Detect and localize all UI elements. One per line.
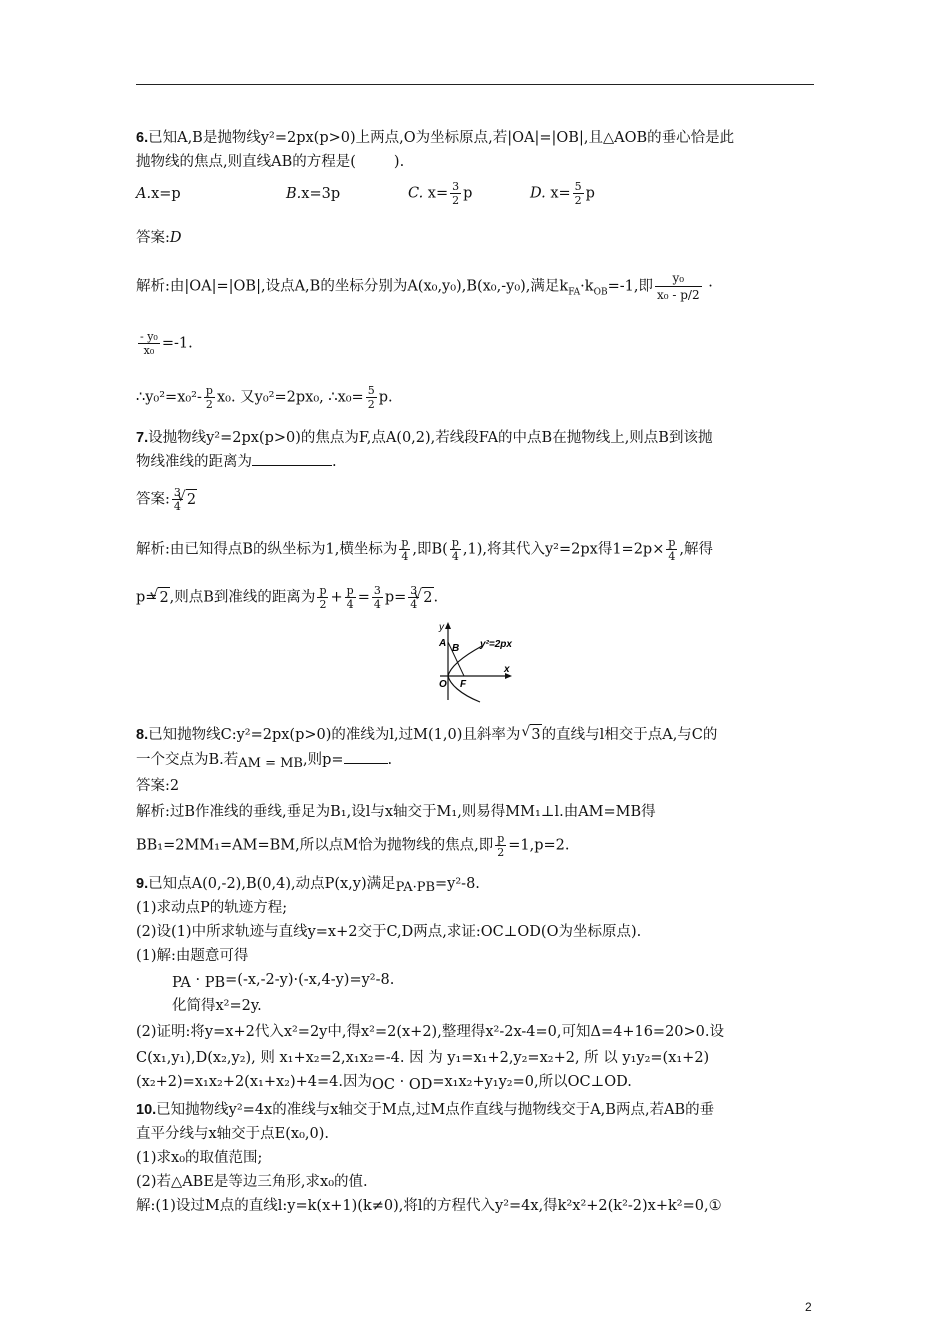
fig-label-curve: y²=2px — [480, 639, 512, 650]
parabola-figure — [430, 620, 520, 705]
q10-line2: 直平分线与x轴交于点E(x₀,0). — [136, 1126, 330, 1142]
q6-line2: 抛物线的焦点,则直线AB的方程是( ). — [136, 154, 405, 170]
q6-option-a: A.x=p — [136, 186, 181, 202]
q9-part2: (2)设(1)中所求轨迹与直线y=x+2交于C,D两点,求证:OC⊥OD(O为坐标原点). — [136, 924, 642, 940]
fig-label-b: B — [452, 643, 460, 654]
q6-line1: 6.已知A,B是抛物线y²=2px(p>0)上两点,O为坐标原点,若|OA|=|OB|,且△AOB的垂心恰是此 — [136, 130, 735, 146]
q8-line1: 8.已知抛物线C:y²=2px(p>0)的准线为l,过M(1,0)且斜率为√ 3的直线与l相交于点A,与C的 — [136, 724, 717, 745]
q6-option-c: C. x= $\frac{3}{2}$ p — [408, 180, 473, 207]
fig-label-f: F — [460, 679, 467, 690]
fig-label-x: x — [504, 664, 510, 675]
q8-line2: 一个交点为B.若AM = MB,则p= . — [136, 752, 393, 771]
q9-solution-3: 化简得x²=2y. — [172, 998, 262, 1014]
q10-line1: 10.已知抛物线y²=4x的准线与x轴交于M点,过M点作直线与抛物线交于A,B两点,若AB的垂 — [136, 1102, 715, 1118]
q7-line1: 7.设抛物线y²=2px(p>0)的焦点为F,点A(0,2),若线段FA的中点B在抛物线上,则点B到该抛 — [136, 430, 713, 446]
header-rule — [136, 84, 814, 85]
fig-label-y: y — [439, 622, 444, 633]
q6-solution-line2: $\frac{\text{- y₀}}{\text{x₀}}$ =-1. — [140, 330, 193, 357]
page-number: 2 — [805, 1300, 812, 1314]
q6-answer: 答案:D — [136, 230, 182, 246]
q8-solution-line1: 解析:过B作准线的垂线,垂足为B₁,设l与x轴交于M₁,则易得MM₁⊥l.由AM=MB得 — [136, 804, 656, 820]
fig-label-o: O — [439, 679, 447, 690]
q10-solution-1: 解:(1)设过M点的直线l:y=k(x+1)(k≠0),将l的方程代入y²=4x,得k²x²+2(k²-2)x+k²=0,① — [136, 1198, 722, 1214]
q9-solution-2: PA · PB=(-x,-2-y)·(-x,4-y)=y²-8. — [172, 972, 395, 991]
q7-solution-line2: p=√ 2,则点B到准线的距离为 $\frac{p}{2}$ + $\frac{p}{4}$ = $\frac{3}{4}$ p= $\frac{3}{4}$ √ 2. — [136, 584, 438, 611]
q6-solution-line3: ∴y₀²=x₀²- $\frac{p}{2}$ x₀. 又y₀²=2px₀, ∴x₀= $\frac{5}{2}$ p. — [136, 384, 393, 411]
q6-option-b: B.x=3p — [286, 186, 341, 202]
q9-part1: (1)求动点P的轨迹方程; — [136, 900, 288, 916]
q6-number: 6. — [136, 130, 149, 146]
q9-solution-1: (1)解:由题意可得 — [136, 948, 249, 964]
q7-solution-line1: 解析:由已知得点B的纵坐标为1,横坐标为 $\frac{p}{4}$ ,即B( $\frac{p}{4}$ ,1),将其代入y²=2px得1=2p× $\frac{p}{4}$ ,解得 — [136, 536, 714, 563]
q10-part2: (2)若△ABE是等边三角形,求x₀的值. — [136, 1174, 368, 1190]
y-axis-arrow — [445, 622, 451, 629]
q7-answer: 答案: $\frac{3}{4}$ √ 2 — [136, 486, 197, 513]
q6-solution-line1: 解析:由|OA|=|OB|,设点A,B的坐标分别为A(x₀,y₀),B(x₀,-y₀),满足$k_{FA}\cdot k_{OB}=-1$,即 $\frac{\text{y₀}}{\text{x₀ - p/2}}$ · — [136, 271, 713, 302]
q8-solution-line2: BB₁=2MM₁=AM=BM,所以点M恰为抛物线的焦点,即 $\frac{p}{2}$ =1,p=2. — [136, 832, 570, 859]
q9-solution-4: (2)证明:将y=x+2代入x²=2y中,得x²=2(x+2),整理得x²-2x-4=0,可知Δ=4+16=20>0.设 — [136, 1024, 724, 1040]
fig-label-a: A — [439, 638, 447, 649]
q8-answer: 答案:2 — [136, 778, 180, 794]
q9-solution-5: C(x₁,y₁),D(x₂,y₂), 则 x₁+x₂=2,x₁x₂=-4. 因 为 y₁=x₁+2,y₂=x₂+2, 所 以 y₁y₂=(x₁+2) — [136, 1050, 710, 1066]
q6-option-d: D. x= $\frac{5}{2}$ p — [530, 180, 595, 207]
q9-line1: 9.已知点A(0,-2),B(0,4),动点P(x,y)满足PA·PB=y²-8. — [136, 876, 480, 895]
q9-solution-6: (x₂+2)=x₁x₂+2(x₁+x₂)+4=4.因为OC · OD=x₁x₂+y₁y₂=0,所以OC⊥OD. — [136, 1074, 632, 1093]
parabola-curve — [448, 646, 482, 702]
q7-line2: 物线准线的距离为 . — [136, 454, 337, 470]
q10-part1: (1)求x₀的取值范围; — [136, 1150, 263, 1166]
